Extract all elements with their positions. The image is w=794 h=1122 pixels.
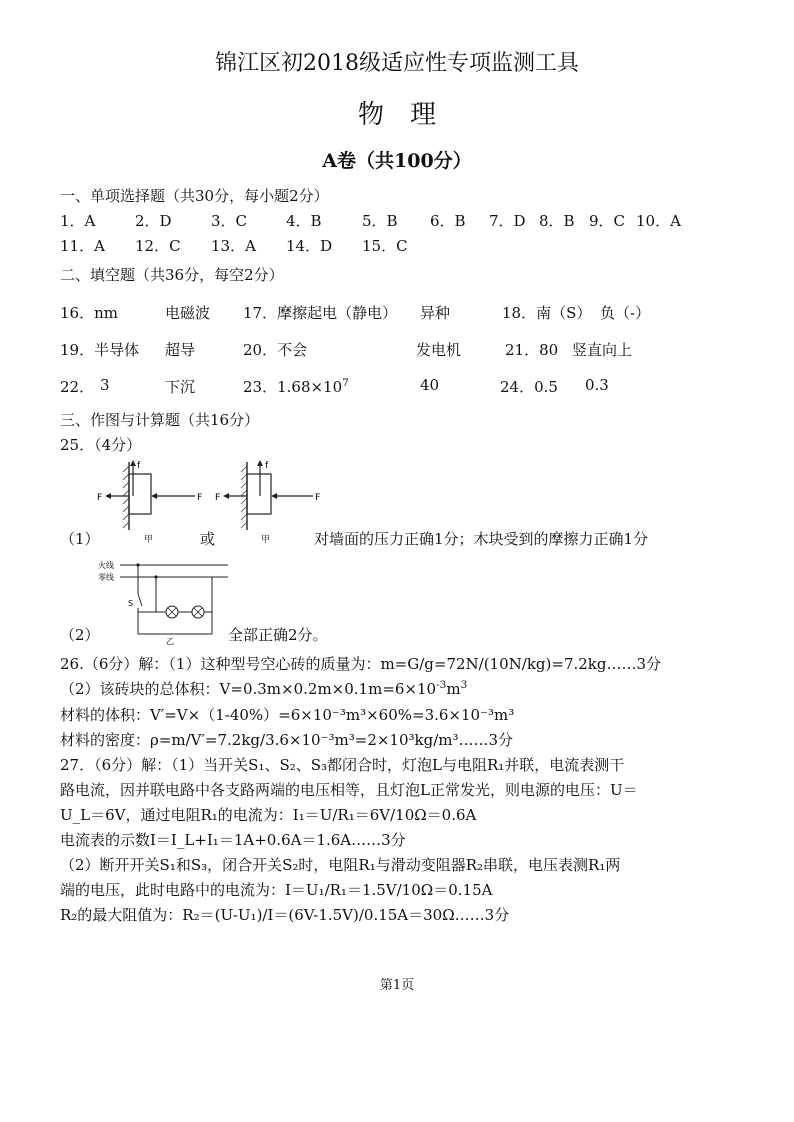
section1-heading: 一、单项选择题（共30分，每小题2分）: [60, 187, 329, 205]
q26-line-2-exp: -3: [436, 679, 447, 691]
blank-20a: 20．不会: [243, 341, 308, 359]
q27-line-2: 路电流，因并联电路中各支路两端的电压相等，且灯泡L正常发光，则电源的电压：U＝: [60, 781, 638, 799]
answer-6: 6．B: [430, 212, 466, 230]
circuit-diagram: [96, 556, 236, 646]
force-label-F-right-2: F: [315, 493, 321, 503]
blank-18a: 18．南（S）: [502, 304, 592, 322]
answer-4: 4．B: [286, 212, 322, 230]
q27-line-1: 27．（6分）解：（1）当开关S₁、S₂、S₃都闭合时，灯泡L与电阻R₁并联，电流表测干: [60, 756, 625, 774]
blank-17a: 17．摩擦起电（静电）: [243, 304, 398, 322]
blank-24a: 24．0.5: [500, 378, 558, 396]
answer-1: 1．A: [60, 212, 96, 230]
q25-heading: 25．（4分）: [60, 436, 142, 454]
answer-12: 12．C: [135, 237, 181, 255]
blank-23a: [243, 376, 349, 397]
q26-line-2-unit-exp: 3: [460, 679, 468, 691]
answer-10: 10．A: [636, 212, 681, 230]
section3-heading: 三、作图与计算题（共16分）: [60, 411, 260, 429]
q25-2-note: 全部正确2分。: [228, 626, 328, 644]
answer-3: 3．C: [211, 212, 248, 230]
blank-21b: 竖直向上: [572, 341, 633, 359]
q26-line-3: 材料的体积：V′=V×（1-40%）=6×10⁻³m³×60%=3.6×10⁻³m³: [60, 706, 515, 724]
blank-16b: 电磁波: [165, 304, 211, 322]
blank-21a: 21．80: [505, 341, 559, 359]
q26-line-1: 26.（6分）解：（1）这种型号空心砖的质量为：m=G/g=72N/(10N/kg)=7.2kg……3分: [60, 655, 662, 673]
force-label-f: f: [137, 461, 141, 471]
q27-line-3: U_L＝6V，通过电阻R₁的电流为：I₁＝U/R₁＝6V/10Ω＝0.6A: [60, 806, 477, 824]
circuit-switch-label: S: [128, 599, 134, 608]
force-label-F-right: F: [197, 493, 203, 503]
answer-2: 2．D: [135, 212, 172, 230]
answer-11: 11．A: [60, 237, 105, 255]
force-label-F-left-2: F: [215, 493, 221, 503]
q25-1-label: （1）: [60, 530, 100, 548]
blank-24b: 0.3: [585, 376, 609, 394]
circuit-label-yi: 乙: [166, 637, 174, 646]
q27-line-6: 端的电压，此时电路中的电流为：I＝U₁/R₁＝1.5V/10Ω＝0.15A: [60, 881, 493, 899]
section2-heading: 二、填空题（共36分，每空2分）: [60, 266, 284, 284]
q27-line-7: R₂的最大阻值为：R₂＝(U-U₁)/I＝(6V-1.5V)/0.15A＝30Ω……3分: [60, 906, 510, 924]
q27-line-4: 电流表的示数I＝I_L+I₁＝1A+0.6A＝1.6A……3分: [60, 831, 406, 849]
force-label-f-2: f: [265, 461, 269, 471]
q26-line-2-unit: m: [446, 680, 461, 698]
q27-line-5: （2）断开开关S₁和S₃，闭合开关S₂时，电阻R₁与滑动变阻器R₂串联，电压表测R₁两: [60, 856, 621, 874]
answer-15: 15．C: [362, 237, 408, 255]
q26-line-2-text: （2）该砖块的总体积：V=0.3m×0.2m×0.1m=6×10: [60, 680, 437, 698]
blank-22-label: 22．: [60, 378, 95, 396]
q25-1-note: 对墙面的压力正确1分；木块受到的摩擦力正确1分: [314, 530, 649, 548]
q26-line-2: [60, 678, 467, 699]
blank-22a: 3: [100, 376, 110, 394]
blank-18b: 负（-）: [600, 304, 651, 322]
circuit-live-label: 火线: [98, 561, 114, 570]
answer-8: 8．B: [539, 212, 575, 230]
answer-7: 7．D: [489, 212, 526, 230]
blank-23b: 40: [420, 376, 440, 394]
blank-17b: 异种: [420, 304, 451, 322]
subject-title: 物 理: [357, 100, 436, 130]
blank-22b: 下沉: [165, 378, 196, 396]
document-title: 锦江区初2018级适应性专项监测工具: [215, 51, 579, 76]
force-diagram-1: [95, 456, 215, 536]
q25-2-label: （2）: [60, 626, 100, 644]
volume-title: A卷（共100分）: [322, 150, 472, 172]
answer-9: 9．C: [589, 212, 626, 230]
figure-or: 或: [200, 530, 216, 548]
blank-16a: 16．nm: [60, 304, 118, 322]
figure-label-jia-2: 甲: [261, 535, 271, 545]
figure-label-jia-1: 甲: [144, 535, 154, 545]
force-label-F-left: F: [97, 493, 103, 503]
q26-line-4: 材料的密度：ρ=m/V′=7.2kg/3.6×10⁻³m³=2×10³kg/m³……3分: [60, 731, 514, 749]
blank-19a: 19．半导体: [60, 341, 140, 359]
blank-23a-text: 23．1.68×10: [243, 378, 343, 396]
blank-20b: 发电机: [416, 341, 462, 359]
blank-19b: 超导: [165, 341, 196, 359]
answer-13: 13．A: [211, 237, 256, 255]
page-number: 第1页: [379, 978, 415, 993]
answer-5: 5．B: [362, 212, 398, 230]
blank-23a-exponent: 7: [342, 377, 349, 389]
answer-14: 14．D: [286, 237, 333, 255]
circuit-neutral-label: 零线: [98, 573, 114, 582]
force-diagram-2: [213, 456, 333, 536]
